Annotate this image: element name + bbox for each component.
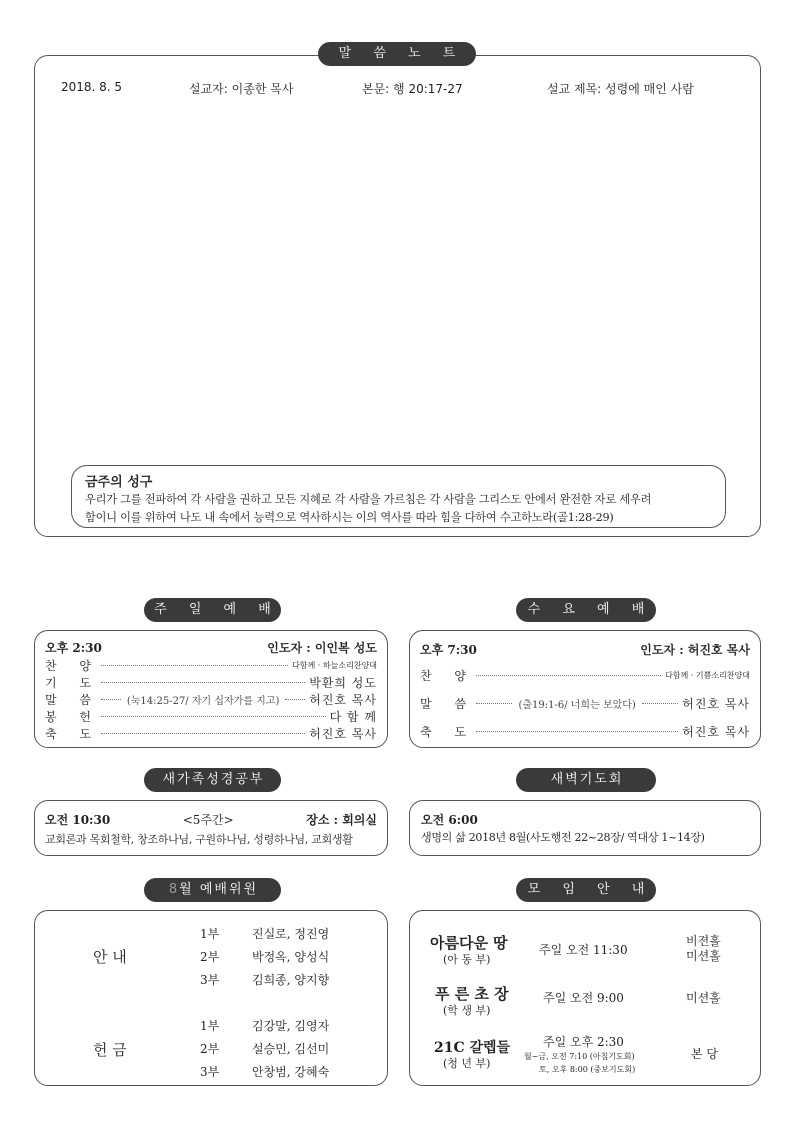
sermon-date: 2018. 8. 5 bbox=[61, 80, 123, 94]
meeting-place: 미션홀 bbox=[686, 991, 721, 1005]
committee-part: 1부 bbox=[200, 1019, 220, 1033]
newfamily-pill: 새가족성경공부 bbox=[144, 768, 281, 792]
sunday-service-pill: 주 일 예 배 bbox=[144, 598, 281, 622]
meeting-sub: (청 년 부) bbox=[443, 1057, 491, 1070]
meeting-time-saturday: 토, 오후 8:00 (중보기도회) bbox=[539, 1065, 636, 1074]
meeting-time: 주일 오전 9:00 bbox=[543, 991, 624, 1005]
sunday-row: 찬 양 다함께 · 하늘소리찬양대 bbox=[45, 659, 377, 673]
weekly-verse-line1: 우리가 그를 전파하여 각 사람을 권하고 모든 지혜로 각 사람을 가르침은 각 사람을 그리스도 안에서 완전한 자로 세우려 bbox=[85, 493, 652, 506]
meeting-place: 비젼홀 bbox=[686, 934, 721, 948]
meeting-time: 주일 오전 11:30 bbox=[539, 943, 628, 957]
newfamily-place: 장소 : 회의실 bbox=[306, 813, 377, 827]
sermon-note-box bbox=[34, 55, 761, 537]
wednesday-service-box bbox=[409, 630, 761, 748]
committee-box bbox=[34, 910, 388, 1086]
newfamily-time: 오전 10:30 bbox=[45, 813, 111, 827]
newfamily-box bbox=[34, 800, 388, 856]
wednesday-row: 말 씀 (출19:1-6/ 너희는 보았다) 허진호 목사 bbox=[420, 697, 751, 711]
sermon-preacher: 설교자: 이종한 목사 bbox=[189, 82, 294, 96]
committee-names: 설승민, 김선미 bbox=[252, 1042, 330, 1056]
dawn-prayer-pill: 새벽기도회 bbox=[516, 768, 656, 792]
weekly-verse-line2: 함이니 이를 위하여 나도 내 속에서 능력으로 역사하시는 이의 역사를 따라 힘을 다하여 수고하노라(골1:28-29) bbox=[85, 511, 614, 524]
committee-names: 안창범, 강혜숙 bbox=[252, 1065, 330, 1079]
sunday-time: 오후 2:30 bbox=[45, 641, 102, 655]
dawn-desc: 생명의 삶 2018년 8월(사도행전 22~28장/ 역대상 1~14장) bbox=[421, 831, 705, 844]
sunday-row: 축 도 허진호 목사 bbox=[45, 727, 377, 741]
committee-group-label: 안 내 bbox=[93, 948, 127, 966]
weekly-verse-title: 금주의 성구 bbox=[85, 475, 153, 490]
sermon-note-pill: 말 씀 노 트 bbox=[318, 42, 476, 66]
sunday-leader: 인도자 : 이인복 성도 bbox=[267, 641, 377, 655]
meeting-sub: (학 생 부) bbox=[443, 1004, 491, 1017]
committee-names: 박정옥, 양성식 bbox=[252, 950, 330, 964]
meeting-place: 본 당 bbox=[691, 1047, 718, 1061]
committee-pill-month: 8 bbox=[168, 882, 180, 897]
committee-names: 진실로, 정진영 bbox=[252, 927, 330, 941]
committee-part: 2부 bbox=[200, 1042, 220, 1056]
sunday-row: 기 도 박환희 성도 bbox=[45, 676, 377, 690]
meeting-name: 21C 갈렙들 bbox=[434, 1040, 511, 1056]
meeting-name: 아름다운 땅 bbox=[430, 934, 508, 952]
committee-group-label: 헌 금 bbox=[93, 1041, 127, 1059]
wednesday-row: 찬 양 다함께 · 기쁨소리찬양대 bbox=[420, 669, 750, 683]
wednesday-row: 축 도 허진호 목사 bbox=[420, 725, 750, 739]
weekly-verse-box bbox=[71, 465, 726, 528]
committee-part: 3부 bbox=[200, 1065, 220, 1079]
dawn-prayer-box bbox=[409, 800, 761, 856]
wednesday-time: 오후 7:30 bbox=[420, 643, 477, 657]
newfamily-weeks: <5주간> bbox=[182, 813, 234, 827]
meeting-time-weekday: 월~금, 오전 7:10 (아침기도회) bbox=[524, 1052, 635, 1061]
committee-pill-text: 월 예배위원 bbox=[179, 882, 259, 897]
sunday-service-box bbox=[34, 630, 388, 748]
sunday-row: 봉 헌 다 함 께 bbox=[45, 710, 377, 724]
committee-pill bbox=[144, 878, 281, 902]
wednesday-leader: 인도자 : 허진호 목사 bbox=[640, 643, 750, 657]
sermon-title: 설교 제목: 성령에 매인 사람 bbox=[547, 82, 694, 96]
committee-part: 3부 bbox=[200, 973, 220, 987]
meeting-time: 주일 오후 2:30 bbox=[543, 1035, 624, 1049]
committee-part: 2부 bbox=[200, 950, 220, 964]
dawn-time: 오전 6:00 bbox=[421, 813, 478, 827]
meetings-box bbox=[409, 910, 761, 1086]
meetings-pill: 모 임 안 내 bbox=[516, 878, 656, 902]
sermon-text: 본문: 행 20:17-27 bbox=[362, 82, 463, 96]
sunday-row: 말 씀 (눅14:25-27/ 자기 십자가를 지고) 허진호 목사 bbox=[45, 693, 378, 707]
meeting-name: 푸 른 초 장 bbox=[435, 985, 509, 1003]
committee-names: 김희종, 양지향 bbox=[252, 973, 330, 987]
committee-part: 1부 bbox=[200, 927, 220, 941]
meeting-place: 미션홀 bbox=[686, 949, 721, 963]
meeting-sub: (아 동 부) bbox=[443, 953, 491, 966]
wednesday-service-pill: 수 요 예 배 bbox=[516, 598, 656, 622]
newfamily-topics: 교회론과 목회철학, 창조하나님, 구원하나님, 성령하나님, 교회생활 bbox=[45, 833, 353, 846]
committee-names: 김강말, 김영자 bbox=[252, 1019, 330, 1033]
